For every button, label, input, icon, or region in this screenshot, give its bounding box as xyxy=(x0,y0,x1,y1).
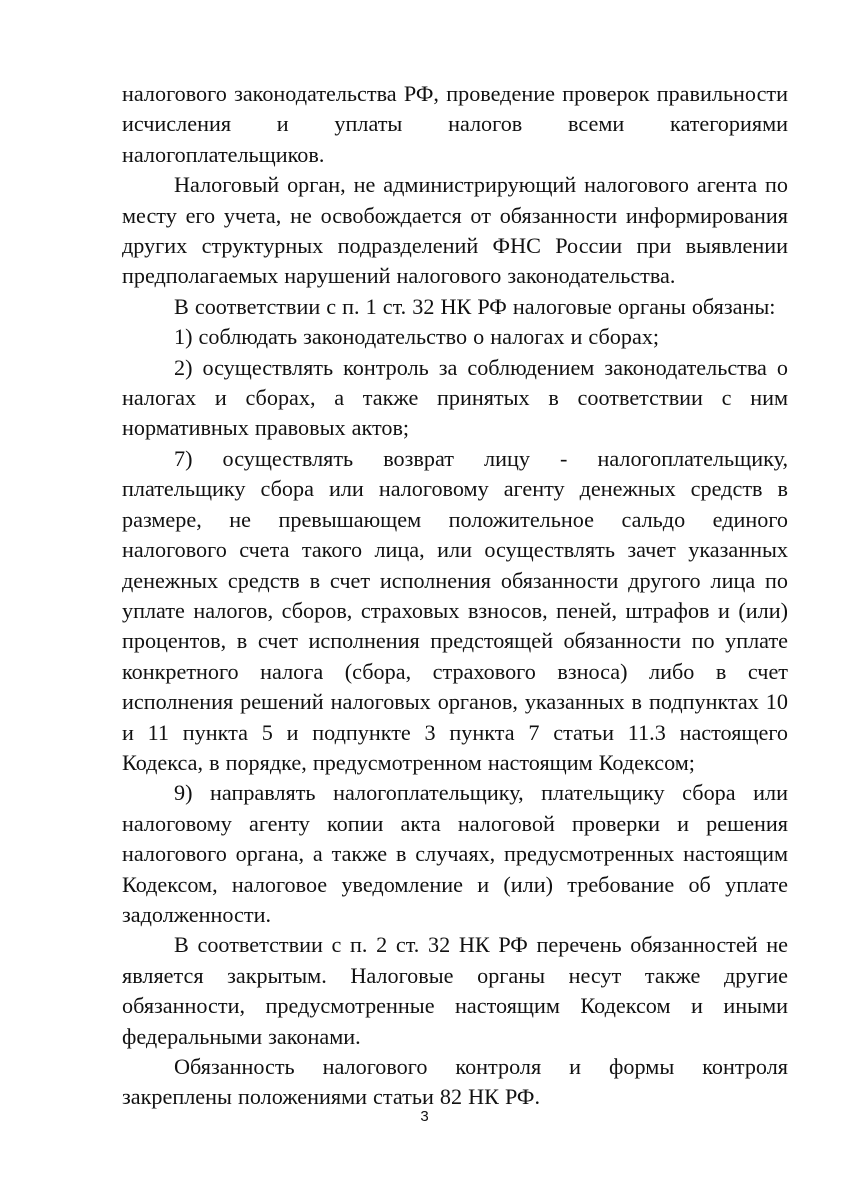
paragraph-article-32-p2: В соответствии с п. 2 ст. 32 НК РФ перечень обязанностей не является закрытым. Налоговые органы несут также другие обязанности, предусмотренные настоящим Кодексом и иными федеральными законами. xyxy=(122,932,788,1049)
list-item-7: 7) осуществлять возврат лицу - налогоплательщику, плательщику сбора или налоговому агенту денежных средств в размере, не превышающем положительное сальдо единого налогового счета такого лица, или осуществлять зачет указанных денежных средств в счет исполнения обязанности другого лица по уплате налогов, сборов, страховых взносов, пеней, штрафов и (или) процентов, в счет исполнения предстоящей обязанности по уплате конкретного налога (сбора, страхового взноса) либо в счет исполнения решений налоговых органов, указанных в подпунктах 10 и 11 пункта 5 и подпункте 3 пункта 7 статьи 11.3 настоящего Кодекса, в порядке, предусмотренном настоящим Кодексом; xyxy=(122,445,788,775)
paragraph-continuation: налогового законодательства РФ, проведение проверок правильности исчисления и уплаты налогов всеми категориями налогоплательщиков. xyxy=(122,81,788,167)
list-item-2: 2) осуществлять контроль за соблюдением законодательства о налогах и сборах, а также принятых в соответствии с ним нормативных правовых актов; xyxy=(122,354,788,441)
page-body xyxy=(122,79,788,1113)
list-item-9: 9) направлять налогоплательщику, плательщику сбора или налоговому агенту копии акта налоговой проверки и решения налогового органа, а также в случаях, предусмотренных настоящим Кодексом, налоговое уведомление и (или) требование об уплате задолженности. xyxy=(122,780,788,927)
paragraph-article-32-intro: В соответствии с п. 1 ст. 32 НК РФ налоговые органы обязаны: xyxy=(174,293,776,319)
page-number: 3 xyxy=(420,1108,429,1125)
paragraph-tax-authority-duty: Налоговый орган, не администрирующий налогового агента по месту его учета, не освобождается от обязанности информирования других структурных подразделений ФНС России при выявлении предполагаемых нарушений налогового законодательства. xyxy=(122,172,788,289)
list-item-1: 1) соблюдать законодательство о налогах и сборах; xyxy=(174,324,660,350)
paragraph-article-82: Обязанность налогового контроля и формы контроля закреплены положениями статьи 82 НК РФ. xyxy=(122,1054,788,1110)
